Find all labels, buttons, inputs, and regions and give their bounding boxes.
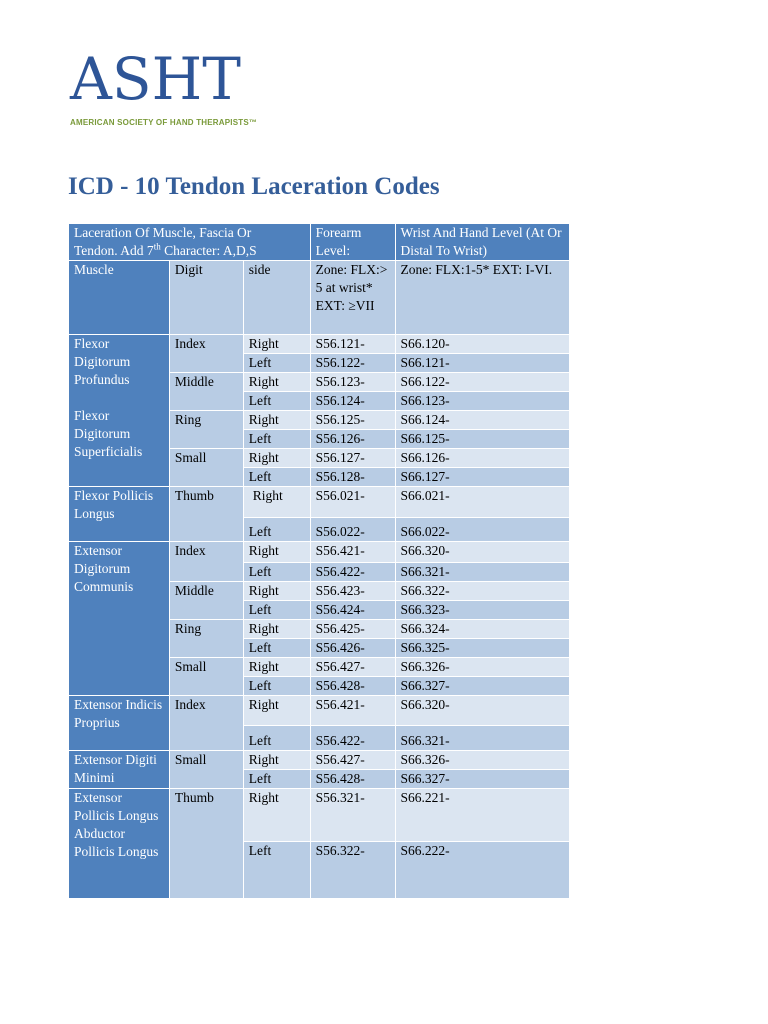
subheader-row: [69, 261, 570, 335]
side-cell: Right: [243, 789, 310, 842]
wrist-code: S66.221-: [395, 789, 569, 842]
forearm-code: S56.428-: [310, 677, 395, 696]
table-row: [69, 789, 570, 842]
side-cell: Right: [243, 487, 310, 518]
digit-cell: Small: [169, 751, 243, 789]
digit-cell: Middle: [169, 582, 243, 620]
forearm-code: S56.127-: [310, 449, 395, 468]
forearm-code: S56.421-: [310, 542, 395, 563]
wrist-code: S66.125-: [395, 430, 569, 449]
side-cell: Left: [243, 430, 310, 449]
muscle-flexor-digitorum: Flexor Digitorum Profundus Flexor Digitorum Superficialis: [69, 335, 170, 487]
table-row: [69, 335, 570, 354]
forearm-code: S56.125-: [310, 411, 395, 430]
muscle-extensor-abductor-pollicis: Extensor Pollicis Longus Abductor Pollicis Longus: [69, 789, 170, 899]
forearm-code: S56.428-: [310, 770, 395, 789]
side-cell: Right: [243, 373, 310, 392]
wrist-code: S66.124-: [395, 411, 569, 430]
laceration-codes-table: [68, 223, 570, 899]
forearm-code: S56.124-: [310, 392, 395, 411]
table-row: [69, 751, 570, 770]
forearm-code: S56.425-: [310, 620, 395, 639]
subheader-side: side: [243, 261, 310, 335]
side-cell: Left: [243, 563, 310, 582]
table-row: [69, 542, 570, 563]
side-cell: Right: [243, 751, 310, 770]
wrist-code: S66.122-: [395, 373, 569, 392]
wrist-code: S66.022-: [395, 518, 569, 542]
table-header-row: [69, 224, 570, 261]
digit-cell: Small: [169, 449, 243, 487]
side-cell: Left: [243, 726, 310, 751]
muscle-flexor-pollicis-longus: Flexor Pollicis Longus: [69, 487, 170, 542]
side-cell: Left: [243, 392, 310, 411]
forearm-code: S56.422-: [310, 726, 395, 751]
digit-cell: Small: [169, 658, 243, 696]
forearm-code: S56.424-: [310, 601, 395, 620]
side-cell: Right: [243, 411, 310, 430]
wrist-code: S66.222-: [395, 842, 569, 899]
forearm-code: S56.427-: [310, 658, 395, 677]
forearm-code: S56.427-: [310, 751, 395, 770]
table-row: [69, 487, 570, 518]
wrist-code: S66.323-: [395, 601, 569, 620]
side-cell: Left: [243, 468, 310, 487]
digit-cell: Index: [169, 335, 243, 373]
side-cell: Left: [243, 639, 310, 658]
side-cell: Left: [243, 518, 310, 542]
side-cell: Left: [243, 354, 310, 373]
table-row: [69, 696, 570, 726]
page-title: ICD - 10 Tendon Laceration Codes: [68, 173, 440, 200]
header-forearm: Forearm Level:: [310, 224, 395, 261]
digit-cell: Index: [169, 542, 243, 582]
header-laceration: Laceration Of Muscle, Fascia Or Tendon. Add 7th Character: A,D,S: [69, 224, 311, 261]
forearm-code: S56.423-: [310, 582, 395, 601]
wrist-code: S66.123-: [395, 392, 569, 411]
muscle-extensor-indicis-proprius: Extensor Indicis Proprius: [69, 696, 170, 751]
digit-cell: Index: [169, 696, 243, 751]
forearm-code: S56.321-: [310, 789, 395, 842]
digit-cell: Ring: [169, 620, 243, 658]
wrist-code: S66.325-: [395, 639, 569, 658]
forearm-code: S56.426-: [310, 639, 395, 658]
wrist-code: S66.321-: [395, 726, 569, 751]
wrist-code: S66.327-: [395, 770, 569, 789]
forearm-code: S56.128-: [310, 468, 395, 487]
digit-cell: Thumb: [169, 487, 243, 542]
subheader-forearm-zone: Zone: FLX:> 5 at wrist* EXT: ≥VII: [310, 261, 395, 335]
digit-cell: Thumb: [169, 789, 243, 899]
digit-cell: Middle: [169, 373, 243, 411]
wrist-code: S66.321-: [395, 563, 569, 582]
header-wrist: Wrist And Hand Level (At Or Distal To Wrist): [395, 224, 569, 261]
forearm-code: S56.022-: [310, 518, 395, 542]
side-cell: Left: [243, 842, 310, 899]
side-cell: Right: [243, 696, 310, 726]
wrist-code: S66.021-: [395, 487, 569, 518]
subheader-muscle: Muscle: [69, 261, 170, 335]
forearm-code: S56.021-: [310, 487, 395, 518]
side-cell: Left: [243, 770, 310, 789]
logo-mark: ASHT: [70, 45, 241, 113]
forearm-code: S56.122-: [310, 354, 395, 373]
wrist-code: S66.326-: [395, 658, 569, 677]
digit-cell: Ring: [169, 411, 243, 449]
forearm-code: S56.421-: [310, 696, 395, 726]
wrist-code: S66.121-: [395, 354, 569, 373]
wrist-code: S66.120-: [395, 335, 569, 354]
forearm-code: S56.123-: [310, 373, 395, 392]
side-cell: Right: [243, 658, 310, 677]
subheader-digit: Digit: [169, 261, 243, 335]
side-cell: Right: [243, 582, 310, 601]
subheader-wrist-zone: Zone: FLX:1-5* EXT: I-VI.: [395, 261, 569, 335]
wrist-code: S66.326-: [395, 751, 569, 770]
logo-subtitle: AMERICAN SOCIETY OF HAND THERAPISTS™: [70, 118, 258, 127]
wrist-code: S66.327-: [395, 677, 569, 696]
wrist-code: S66.322-: [395, 582, 569, 601]
forearm-code: S56.126-: [310, 430, 395, 449]
side-cell: Right: [243, 335, 310, 354]
wrist-code: S66.320-: [395, 542, 569, 563]
forearm-code: S56.322-: [310, 842, 395, 899]
forearm-code: S56.121-: [310, 335, 395, 354]
wrist-code: S66.126-: [395, 449, 569, 468]
wrist-code: S66.127-: [395, 468, 569, 487]
side-cell: Right: [243, 620, 310, 639]
side-cell: Right: [243, 542, 310, 563]
side-cell: Right: [243, 449, 310, 468]
forearm-code: S56.422-: [310, 563, 395, 582]
side-cell: Left: [243, 601, 310, 620]
side-cell: Left: [243, 677, 310, 696]
wrist-code: S66.320-: [395, 696, 569, 726]
wrist-code: S66.324-: [395, 620, 569, 639]
muscle-extensor-digitorum-communis: Extensor Digitorum Communis: [69, 542, 170, 696]
asht-logo: [70, 45, 270, 134]
muscle-extensor-digiti-minimi: Extensor Digiti Minimi: [69, 751, 170, 789]
